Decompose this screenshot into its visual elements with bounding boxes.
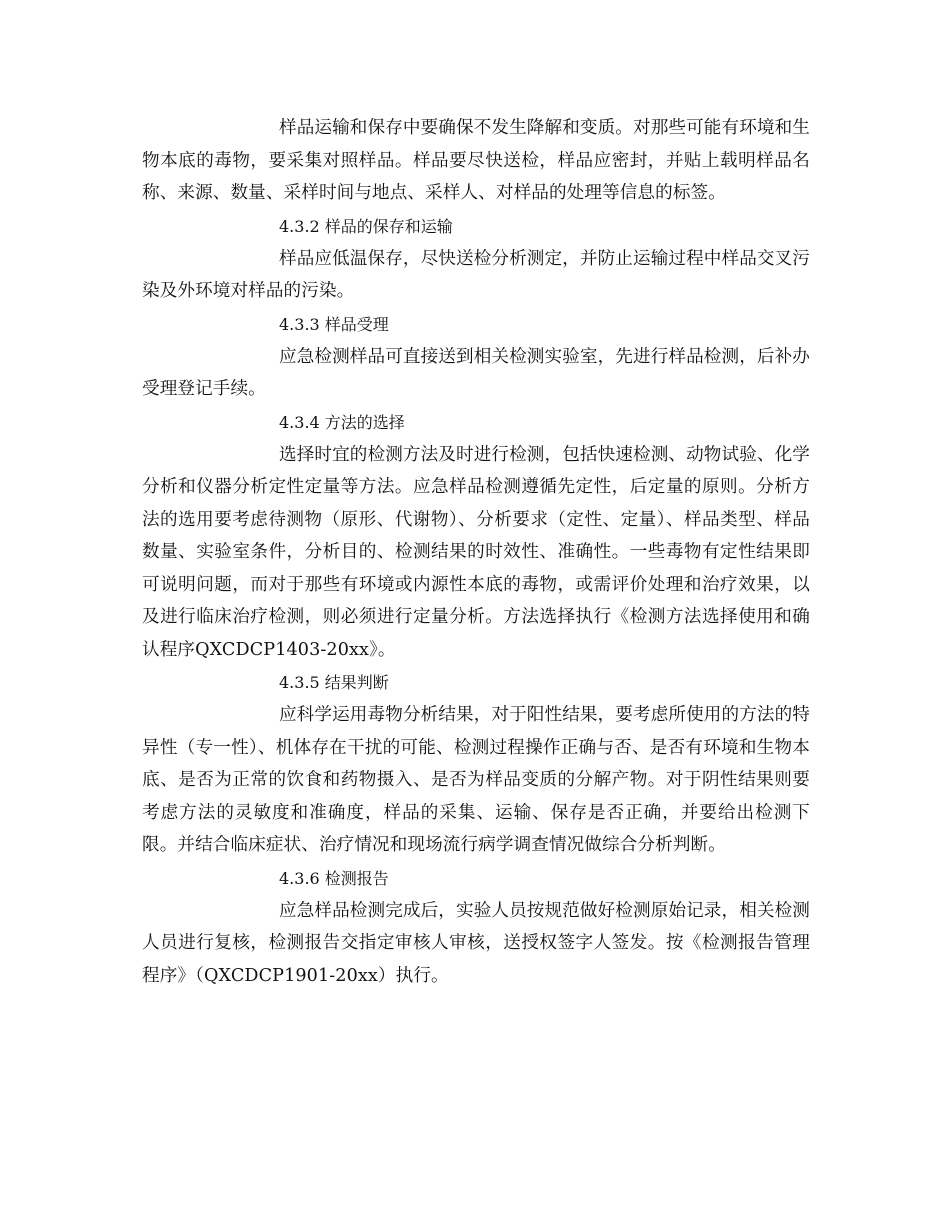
heading-4-3-6: 4.3.6 检测报告	[279, 868, 389, 888]
paragraph-method-selection: 选择时宜的检测方法及时进行检测，包括快速检测、动物试验、化学分析和仪器分析定性定量等方法。应急样品检测遵循先定性，后定量的原则。分析方法的选用要考虑待测物（原形、代谢物）、分析要求（定性、定量）、样品类型、样品数量、实验室条件，分析目的、检测结果的时效性、准确性。一些毒物有定性结果即可说明问题，而对于那些有环境或内源性本底的毒物，或需评价处理和治疗效果，以及进行临床治疗检测，则必须进行定量分析。方法选择执行《检测方法选择使用和确认程序QXCDCP1403-20xx》。	[142, 444, 810, 660]
paragraph-test-report: 应急样品检测完成后，实验人员按规范做好检测原始记录，相关检测人员进行复核，检测报告交指定审核人审核，送授权签字人签发。按《检测报告管理程序》（QXCDCP1901-20xx）执行。	[142, 900, 810, 986]
paragraph-result-judgement: 应科学运用毒物分析结果，对于阳性结果，要考虑所使用的方法的特异性（专一性）、机体存在干扰的可能、检测过程操作正确与否、是否有环境和生物本底、是否为正常的饮食和药物摄入、是否为样品变质的分解产物。对于阴性结果则要考虑方法的灵敏度和准确度，样品的采集、运输、保存是否正确，并要给出检测下限。并结合临床症状、治疗情况和现场流行病学调查情况做综合分析判断。	[142, 705, 810, 855]
heading-4-3-5: 4.3.5 结果判断	[279, 673, 389, 692]
heading-4-3-4: 4.3.4 方法的选择	[279, 412, 405, 432]
heading-4-3-2: 4.3.2 样品的保存和运输	[279, 216, 453, 236]
paragraph-sample-storage: 样品应低温保存，尽快送检分析测定，并防止运输过程中样品交叉污染及外环境对样品的污染。	[142, 248, 810, 301]
paragraph-sample-acceptance: 应急检测样品可直接送到相关检测实验室，先进行样品检测，后补办受理登记手续。	[142, 346, 810, 399]
document-page	[142, 112, 810, 992]
paragraph-sample-transport: 样品运输和保存中要确保不发生降解和变质。对那些可能有环境和生物本底的毒物，要采集对照样品。样品要尽快送检，样品应密封，并贴上载明样品名称、来源、数量、采样时间与地点、采样人、对样品的处理等信息的标签。	[142, 118, 810, 203]
heading-4-3-3: 4.3.3 样品受理	[279, 314, 389, 334]
